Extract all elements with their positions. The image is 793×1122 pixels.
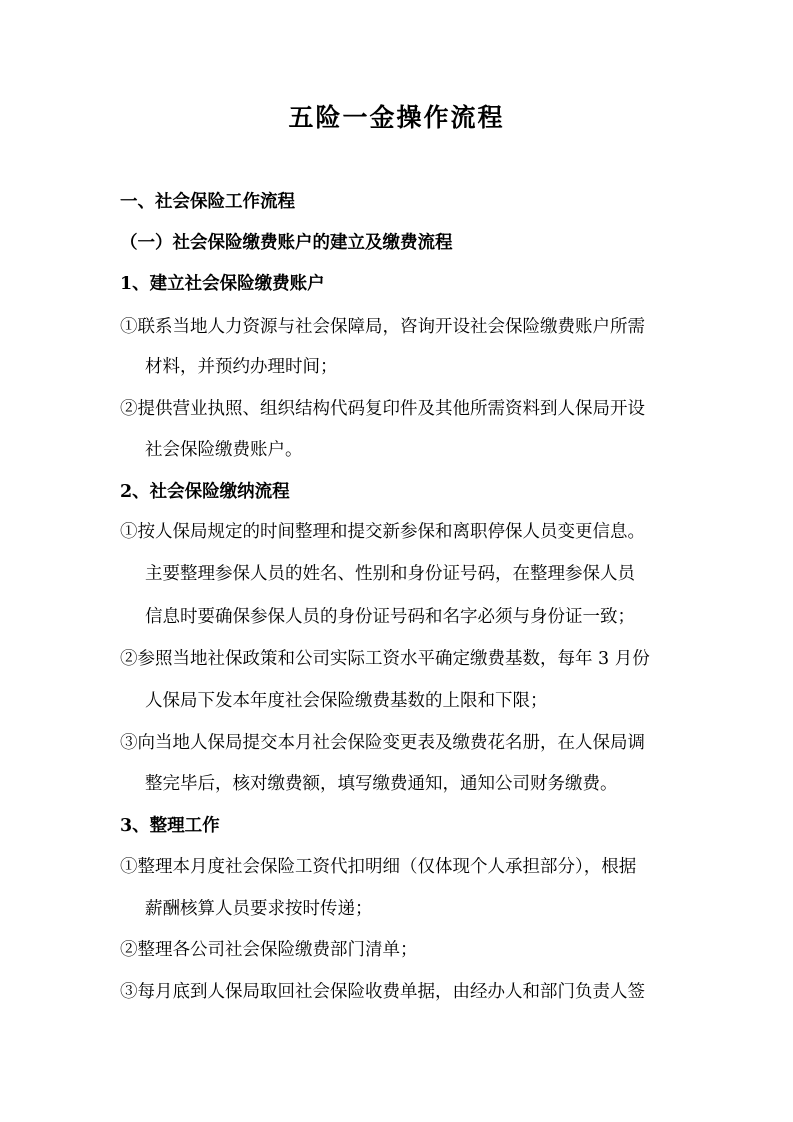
list-item: ②提供营业执照、组织结构代码复印件及其他所需资料到人保局开设 <box>120 399 645 419</box>
section-heading: 一、社会保险工作流程 <box>120 192 295 212</box>
list-item-continuation: 整完毕后，核对缴费额，填写缴费通知，通知公司财务缴费。 <box>145 774 618 794</box>
list-item-continuation: 材料，并预约办理时间； <box>145 357 338 377</box>
document-title: 五险一金操作流程 <box>288 103 505 132</box>
list-item: ③向当地人保局提交本月社会保险变更表及缴费花名册，在人保局调 <box>120 733 645 753</box>
part-heading: 2、社会保险缴纳流程 <box>120 482 290 502</box>
list-item: ①联系当地人力资源与社会保障局，咨询开设社会保险缴费账户所需 <box>120 317 645 337</box>
list-item-continuation: 人保局下发本年度社会保险缴费基数的上限和下限； <box>145 691 548 711</box>
part-heading: 1、建立社会保险缴费账户 <box>120 274 325 294</box>
list-item: ①按人保局规定的时间整理和提交新参保和离职停保人员变更信息。 <box>120 522 645 542</box>
list-item: ①整理本月度社会保险工资代扣明细（仅体现个人承担部分），根据 <box>120 857 637 877</box>
part-heading: 3、整理工作 <box>120 816 220 836</box>
list-item: ②参照当地社保政策和公司实际工资水平确定缴费基数，每年 3 月份 <box>120 649 650 669</box>
list-item-continuation: 信息时要确保参保人员的身份证号码和名字必须与身份证一致； <box>145 607 635 627</box>
subsection-heading: （一）社会保险缴费账户的建立及缴费流程 <box>120 233 453 253</box>
list-item-continuation: 社会保险缴费账户。 <box>145 440 303 460</box>
list-item-continuation: 主要整理参保人员的姓名、性别和身份证号码，在整理参保人员 <box>145 564 635 584</box>
list-item: ②整理各公司社会保险缴费部门清单； <box>120 940 418 960</box>
list-item: ③每月底到人保局取回社会保险收费单据，由经办人和部门负责人签 <box>120 982 645 1002</box>
list-item-continuation: 薪酬核算人员要求按时传递； <box>145 899 373 919</box>
